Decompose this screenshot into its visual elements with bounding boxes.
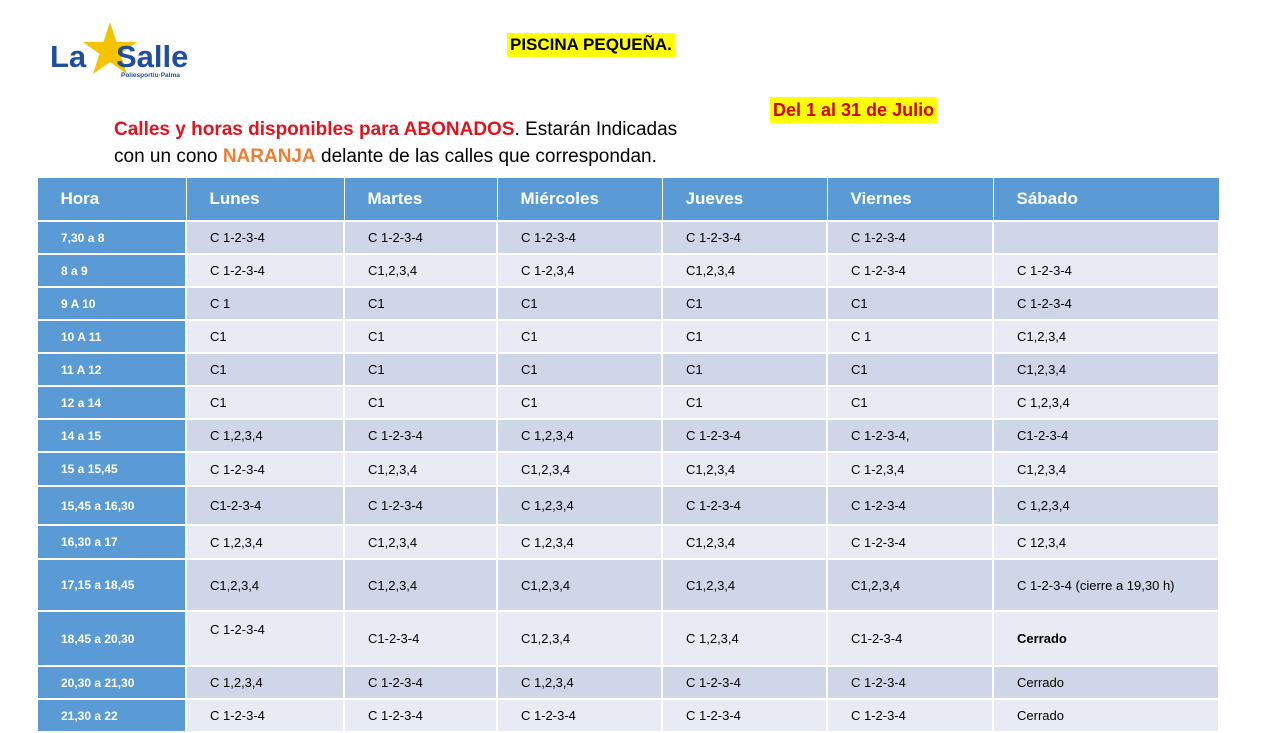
date-range: Del 1 al 31 de Julio	[770, 97, 937, 123]
table-cell: C1	[497, 386, 662, 419]
header-hora: Hora	[37, 178, 186, 222]
hour-cell: 8 a 9	[37, 254, 186, 287]
table-row	[37, 320, 1219, 353]
table-cell: C 1	[186, 287, 344, 320]
logo-text-la: La	[50, 39, 87, 74]
table-cell: C1	[662, 287, 827, 320]
table-cell: C 1-2-3-4	[662, 666, 827, 699]
table-cell: C1	[827, 386, 993, 419]
table-row	[37, 699, 1219, 732]
table-row	[37, 559, 1219, 611]
table-cell: C1,2,3,4	[497, 559, 662, 611]
table-cell: C1-2-3-4	[827, 611, 993, 666]
table-cell: C 1-2-3-4	[186, 254, 344, 287]
table-cell: C 1,2,3,4	[186, 525, 344, 559]
table-cell: C 1,2,3,4	[993, 486, 1219, 525]
table-cell: C1	[662, 353, 827, 386]
table-cell: C1	[186, 386, 344, 419]
table-cell: C 1-2-3-4	[827, 525, 993, 559]
table-header-row	[37, 178, 1219, 222]
table-row	[37, 386, 1219, 419]
header-jueves: Jueves	[662, 178, 827, 222]
hour-cell: 21,30 a 22	[37, 699, 186, 732]
intro-text-part2: . Estarán Indicadas	[514, 119, 678, 140]
table-cell: C 1-2-3-4	[662, 486, 827, 525]
table-cell: C 1,2,3,4	[662, 611, 827, 666]
table-cell: C 1-2-3-4	[993, 254, 1219, 287]
table-cell: C1,2,3,4	[497, 452, 662, 486]
table-cell: C 1-2-3-4	[827, 699, 993, 732]
table-cell: C 1,2,3,4	[497, 486, 662, 525]
table-cell: C 1	[827, 320, 993, 353]
table-cell: C 1-2-3-4	[497, 699, 662, 732]
hour-cell: 14 a 15	[37, 419, 186, 452]
intro-highlight-naranja: NARANJA	[222, 146, 316, 167]
table-cell: C 1-2-3-4	[186, 699, 344, 732]
table-cell: C1	[186, 320, 344, 353]
table-cell: C1	[344, 320, 497, 353]
hour-cell: 10 A 11	[37, 320, 186, 353]
table-cell: C 1-2-3-4	[827, 221, 993, 254]
table-cell: C1	[344, 287, 497, 320]
table-cell: C1	[827, 353, 993, 386]
table-cell: C1	[497, 320, 662, 353]
table-row	[37, 419, 1219, 452]
table-cell: C1,2,3,4	[827, 559, 993, 611]
table-cell: C 1-2-3-4	[344, 699, 497, 732]
table-row	[37, 221, 1219, 254]
table-cell: C1,2,3,4	[993, 320, 1219, 353]
table-cell: C1,2,3,4	[497, 611, 662, 666]
schedule-table	[36, 177, 1220, 733]
table-cell: Cerrado	[993, 611, 1219, 666]
table-row	[37, 611, 1219, 666]
table-cell: C1	[344, 386, 497, 419]
table-cell: C 1-2,3,4	[827, 452, 993, 486]
table-row	[37, 353, 1219, 386]
table-cell: C1,2,3,4	[186, 559, 344, 611]
logo-subtitle: Poliesportiu·Palma	[121, 72, 180, 79]
table-cell: C 1-2-3-4	[662, 221, 827, 254]
table-cell: C 1-2-3-4	[497, 221, 662, 254]
header-sabado: Sábado	[993, 178, 1219, 222]
table-cell: C1	[662, 386, 827, 419]
la-salle-logo	[48, 20, 198, 82]
table-cell: C 1-2-3-4 (cierre a 19,30 h)	[993, 559, 1219, 611]
table-cell: C1	[186, 353, 344, 386]
table-cell: C 1-2-3-4	[827, 486, 993, 525]
hour-cell: 15,45 a 16,30	[37, 486, 186, 525]
table-cell: C 1,2,3,4	[993, 386, 1219, 419]
header-miercoles: Miércoles	[497, 178, 662, 222]
intro-text-part5: delante de las calles que correspondan.	[315, 146, 657, 167]
header-lunes: Lunes	[186, 178, 344, 222]
table-cell: C1,2,3,4	[662, 559, 827, 611]
hour-cell: 17,15 a 18,45	[37, 559, 186, 611]
table-cell: C 1,2,3,4	[497, 525, 662, 559]
header-martes: Martes	[344, 178, 497, 222]
table-cell: C 1-2-3-4	[186, 221, 344, 254]
table-cell: C1,2,3,4	[993, 452, 1219, 486]
table-cell: C1	[827, 287, 993, 320]
table-cell: C1,2,3,4	[993, 353, 1219, 386]
table-cell: C 1,2,3,4	[497, 419, 662, 452]
table-cell: C 1-2-3-4	[827, 666, 993, 699]
table-cell: C 1-2-3-4	[662, 699, 827, 732]
table-cell: C 1-2-3-4	[344, 419, 497, 452]
table-cell: C1,2,3,4	[344, 559, 497, 611]
table-row	[37, 666, 1219, 699]
hour-cell: 11 A 12	[37, 353, 186, 386]
table-cell: C 1-2-3-4	[186, 452, 344, 486]
intro-text-part3: con un cono	[114, 146, 223, 167]
table-row	[37, 486, 1219, 525]
hour-cell: 20,30 a 21,30	[37, 666, 186, 699]
page-title: PISCINA PEQUEÑA.	[507, 33, 675, 57]
table-cell: C 1-2-3-4,	[827, 419, 993, 452]
table-cell: C 1-2-3-4	[186, 611, 344, 666]
table-cell: C1,2,3,4	[662, 452, 827, 486]
table-cell: C1-2-3-4	[344, 611, 497, 666]
table-cell: C 1,2,3,4	[186, 666, 344, 699]
table-cell: C 1-2-3-4	[827, 254, 993, 287]
table-cell: Cerrado	[993, 666, 1219, 699]
table-cell: C 1-2-3-4	[993, 287, 1219, 320]
table-cell: C1,2,3,4	[662, 254, 827, 287]
table-cell: C 1,2,3,4	[497, 666, 662, 699]
table-cell: C1,2,3,4	[344, 254, 497, 287]
table-cell: C1	[497, 287, 662, 320]
table-cell: C1	[662, 320, 827, 353]
table-cell: C1,2,3,4	[662, 525, 827, 559]
table-cell: C 1-2,3,4	[497, 254, 662, 287]
hour-cell: 9 A 10	[37, 287, 186, 320]
header-viernes: Viernes	[827, 178, 993, 222]
table-row	[37, 452, 1219, 486]
table-row	[37, 254, 1219, 287]
table-row	[37, 525, 1219, 559]
table-cell: C1-2-3-4	[993, 419, 1219, 452]
intro-highlight-abonados: Calles y horas disponibles para ABONADOS	[114, 119, 515, 140]
logo-text-salle: Salle	[116, 39, 189, 74]
table-cell: C1	[497, 353, 662, 386]
table-cell: C 1,2,3,4	[186, 419, 344, 452]
hour-cell: 15 a 15,45	[37, 452, 186, 486]
hour-cell: 7,30 a 8	[37, 221, 186, 254]
table-cell: C 1-2-3-4	[344, 486, 497, 525]
table-row	[37, 287, 1219, 320]
hour-cell: 12 a 14	[37, 386, 186, 419]
hour-cell: 16,30 a 17	[37, 525, 186, 559]
table-cell: C1,2,3,4	[344, 525, 497, 559]
table-cell: Cerrado	[993, 699, 1219, 732]
table-cell: C 12,3,4	[993, 525, 1219, 559]
table-cell: C1,2,3,4	[344, 452, 497, 486]
table-cell: C 1-2-3-4	[662, 419, 827, 452]
table-cell: C 1-2-3-4	[344, 221, 497, 254]
intro-text	[114, 116, 677, 170]
table-cell: C 1-2-3-4	[344, 666, 497, 699]
table-cell: C1-2-3-4	[186, 486, 344, 525]
hour-cell: 18,45 a 20,30	[37, 611, 186, 666]
table-cell	[993, 221, 1219, 254]
table-cell: C1	[344, 353, 497, 386]
